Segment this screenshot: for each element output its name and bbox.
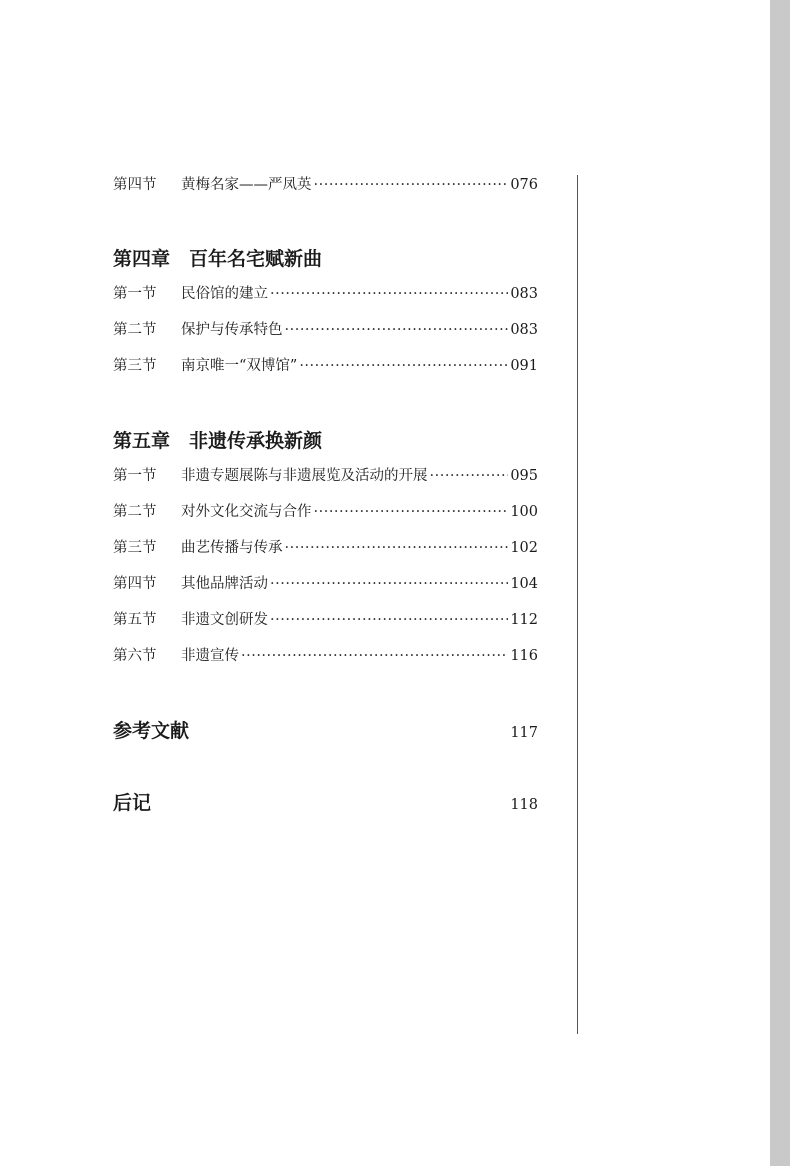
chapter-number: 第四章: [113, 248, 171, 270]
dot-leader: [430, 464, 509, 488]
toc-entry-page: 076: [510, 177, 538, 193]
toc-entry[interactable]: [113, 536, 538, 560]
toc-entry[interactable]: [113, 173, 538, 197]
chapter-heading[interactable]: [113, 426, 322, 456]
toc-entry-section: 第六节: [113, 648, 157, 664]
toc-entry-title: 南京唯一“双博馆”: [181, 358, 298, 374]
toc-entry[interactable]: [113, 644, 538, 668]
toc-entry-title: 民俗馆的建立: [181, 286, 268, 302]
toc-entry-section: 第四节: [113, 576, 157, 592]
toc-entry[interactable]: [113, 464, 538, 488]
toc-entry-section: 第一节: [113, 286, 157, 302]
toc-entry[interactable]: [113, 500, 538, 524]
toc-entry[interactable]: [113, 318, 538, 342]
toc-entry-section: 第四节: [113, 177, 157, 193]
afterword-page: 118: [510, 797, 538, 813]
toc-entry-page: 091: [510, 358, 538, 374]
chapter-number: 第五章: [113, 430, 171, 452]
toc-entry-title: 其他品牌活动: [181, 576, 268, 592]
toc-entry-page: 116: [510, 648, 538, 664]
toc-entry-page: 102: [510, 540, 538, 556]
toc-entry-section: 第三节: [113, 540, 157, 556]
chapter-title: 百年名宅赋新曲: [189, 248, 323, 270]
toc-entry[interactable]: [113, 282, 538, 306]
chapter-heading[interactable]: [113, 244, 322, 274]
toc-entry-section: 第一节: [113, 468, 157, 484]
dot-leader: [285, 536, 509, 560]
dot-leader: [270, 282, 508, 306]
toc-entry-section: 第三节: [113, 358, 157, 374]
toc-entry-page: 112: [510, 612, 538, 628]
vertical-divider: [577, 175, 578, 1034]
toc-entry-page: 095: [510, 468, 538, 484]
dot-leader: [270, 608, 508, 632]
dot-leader: [241, 644, 508, 668]
toc-afterword[interactable]: [113, 788, 538, 818]
toc-entry-title: 保护与传承特色: [181, 322, 283, 338]
toc-entry-page: 083: [510, 322, 538, 338]
toc-entry-title: 非遗专题展陈与非遗展览及活动的开展: [181, 468, 428, 484]
toc-entry-title: 黄梅名家——严凤英: [181, 177, 312, 193]
toc-entry-page: 100: [510, 504, 538, 520]
toc-entry[interactable]: [113, 354, 538, 378]
toc-entry-section: 第五节: [113, 612, 157, 628]
toc-entry-title: 曲艺传播与传承: [181, 540, 283, 556]
toc-entry-page: 104: [510, 576, 538, 592]
toc-entry-section: 第二节: [113, 322, 157, 338]
references-title: 参考文献: [113, 720, 190, 742]
toc-entry-title: 对外文化交流与合作: [181, 504, 312, 520]
dot-leader: [270, 572, 508, 596]
dot-leader: [299, 354, 508, 378]
toc-entry-title: 非遗宣传: [181, 648, 239, 664]
toc-entry[interactable]: [113, 572, 538, 596]
toc-references[interactable]: [113, 716, 538, 746]
toc-entry-title: 非遗文创研发: [181, 612, 268, 628]
toc-entry[interactable]: [113, 608, 538, 632]
afterword-title: 后记: [113, 792, 152, 814]
chapter-title: 非遗传承换新颜: [189, 430, 323, 452]
toc-entry-section: 第二节: [113, 504, 157, 520]
references-page: 117: [510, 725, 538, 741]
dot-leader: [314, 173, 509, 197]
page-edge-strip: [770, 0, 790, 1166]
dot-leader: [285, 318, 509, 342]
toc-entry-page: 083: [510, 286, 538, 302]
dot-leader: [314, 500, 509, 524]
